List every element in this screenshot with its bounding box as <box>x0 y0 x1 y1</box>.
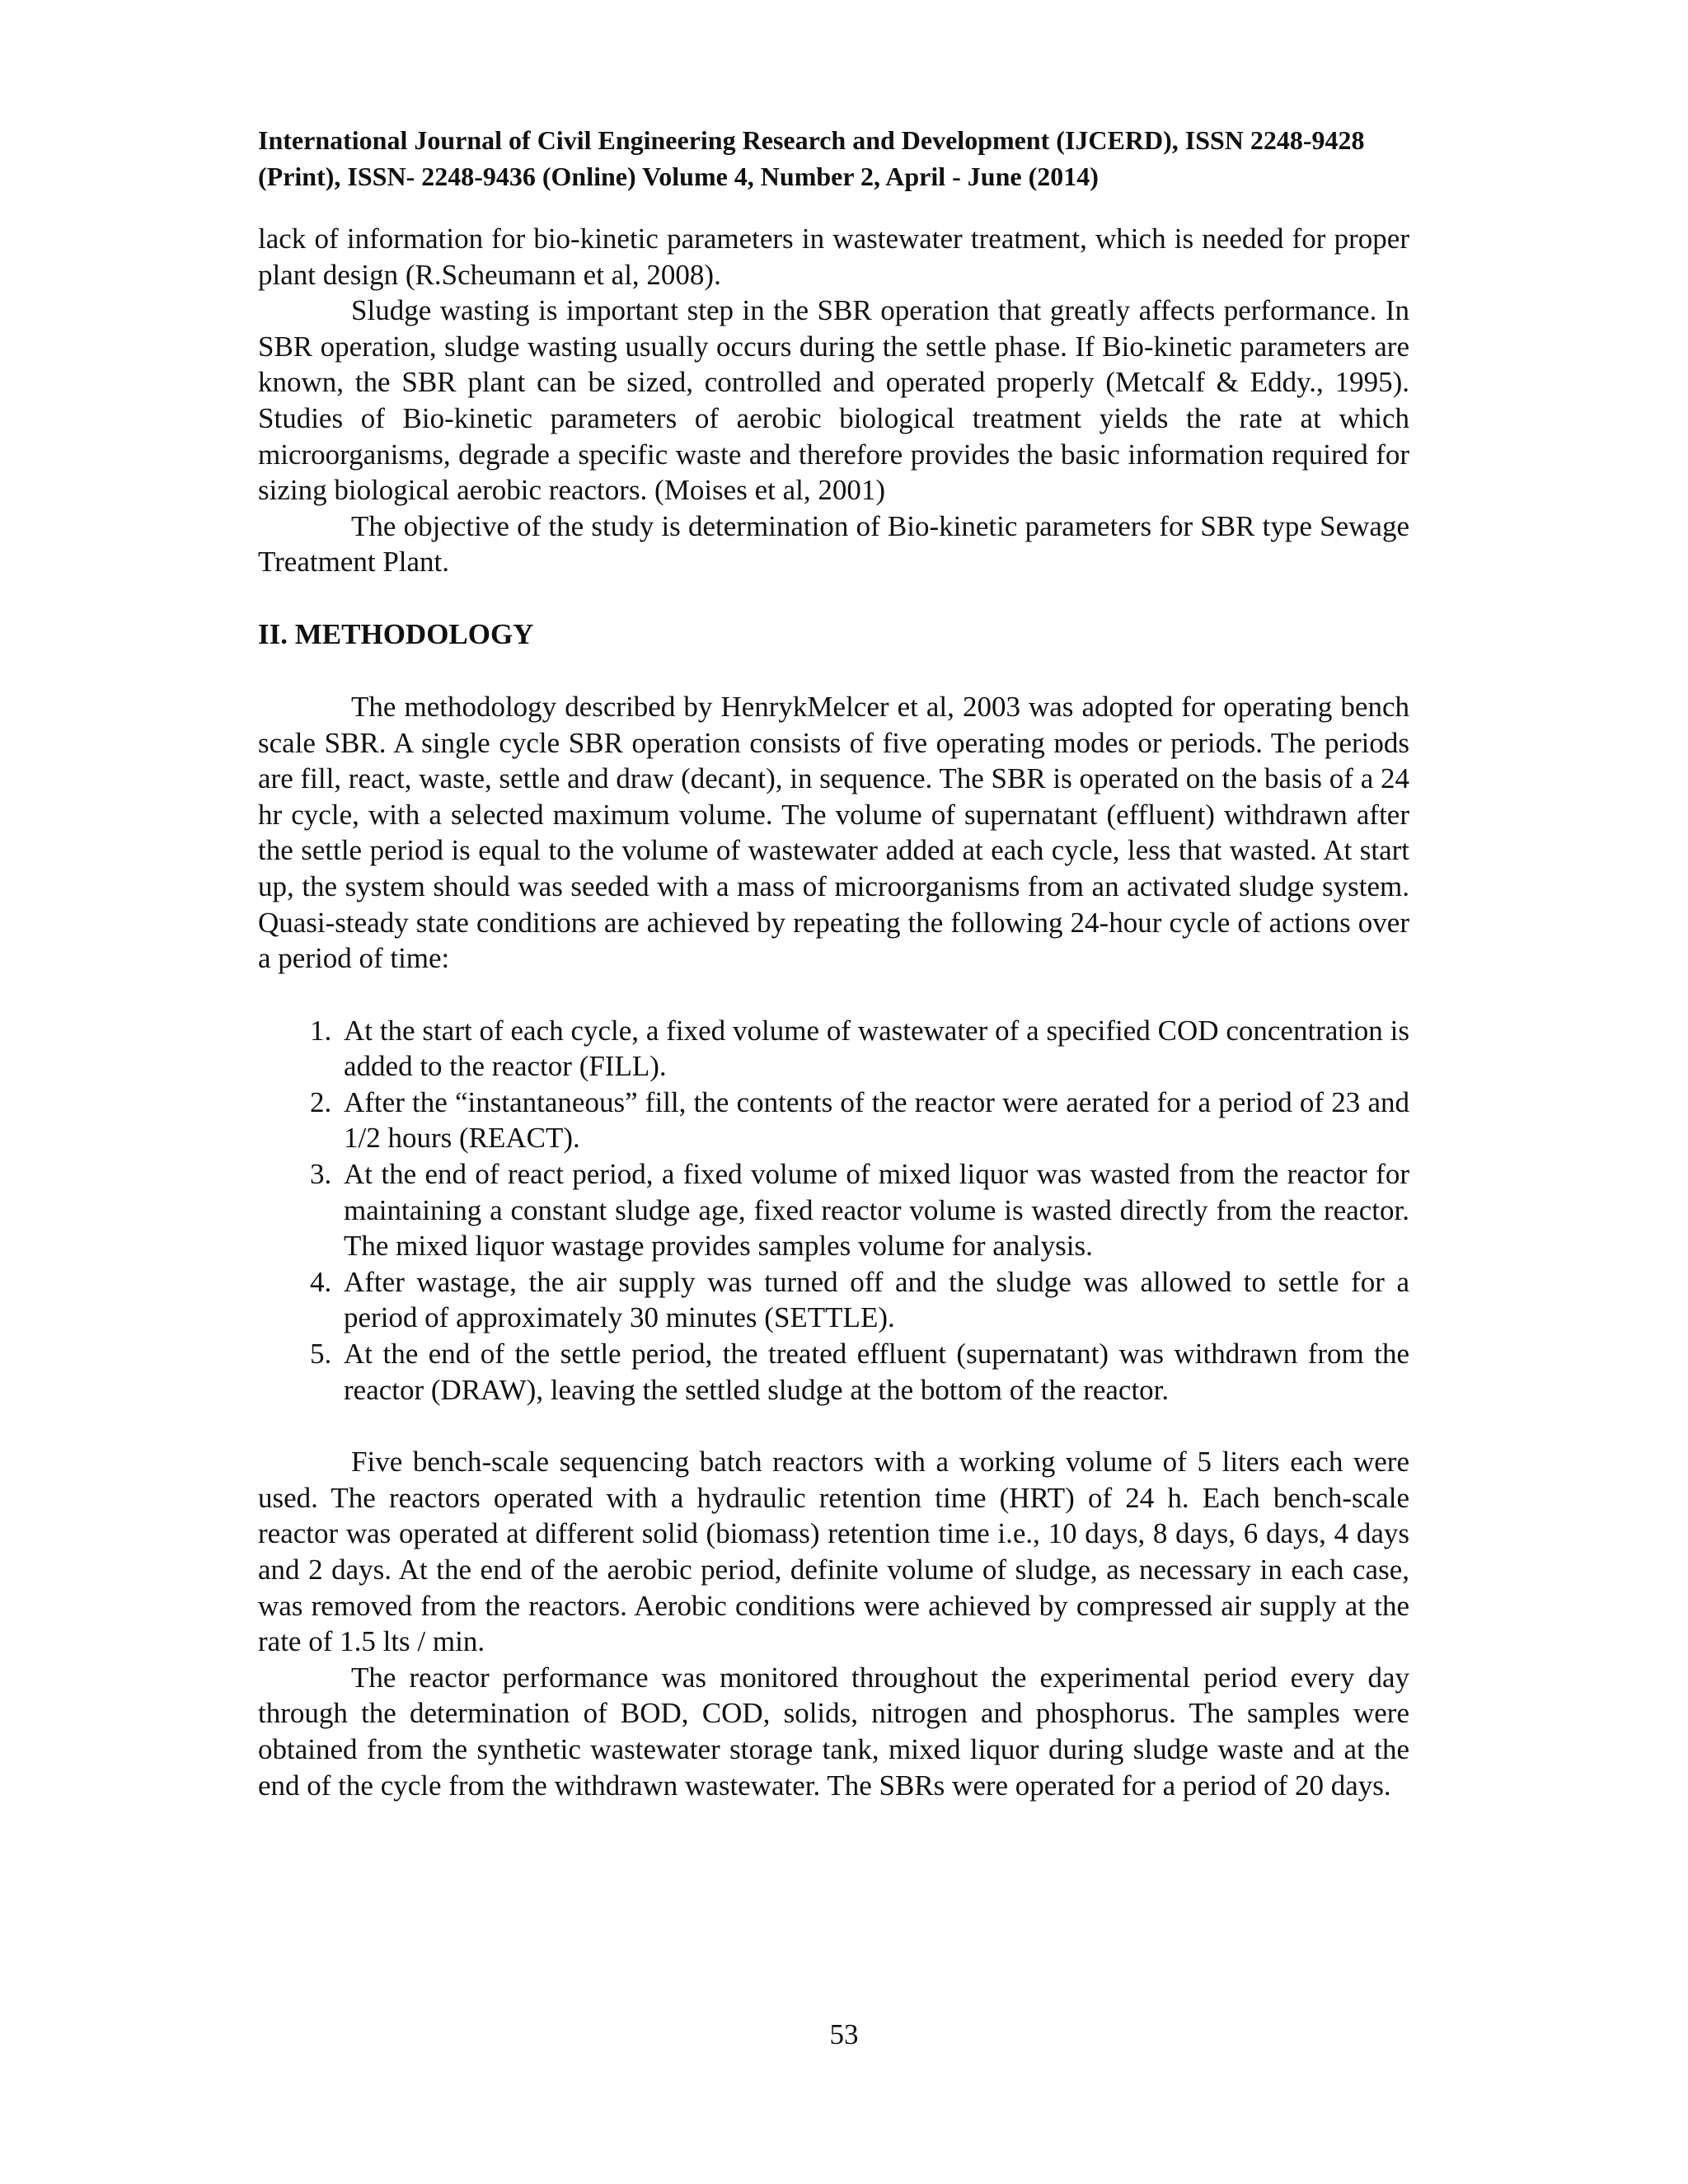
objective-paragraph: The objective of the study is determination of Bio-kinetic parameters for SBR type Sewage Treatment Plant. <box>258 509 1409 579</box>
page-body <box>258 221 1409 1803</box>
methodology-paragraph: The methodology described by HenrykMelcer et al, 2003 was adopted for operating bench scale SBR. A single cycle SBR operation consists of five operating modes or periods. The periods are fill, react, waste, settle and draw (decant), in sequence. The SBR is operated on the basis of a 24 hr cycle, with a selected maximum volume. The volume of supernatant (effluent) withdrawn after the settle period is equal to the volume of wastewater added at each cycle, less that wasted. At start up, the system should was seeded with a mass of microorganisms from an activated sludge system. Quasi-steady state conditions are achieved by repeating the following 24-hour cycle of actions over a period of time: <box>258 690 1409 975</box>
performance-paragraph: The reactor performance was monitored throughout the experimental period every day through the determination of BOD, COD, solids, nitrogen and phosphorus. The samples were obtained from the synthetic wastewater storage tank, mixed liquor during sludge waste and at the end of the cycle from the withdrawn wastewater. The SBRs were operated for a period of 20 days. <box>258 1661 1409 1802</box>
cycle-steps-list <box>258 1013 1409 1408</box>
page-number: 53 <box>829 2018 859 2050</box>
list-item: 3. At the end of react period, a fixed volume of mixed liquor was wasted from the reactor for maintaining a constant sludge age, fixed reactor volume is wasted directly from the reactor. The mixed liquor wastage provides samples volume for analysis. <box>339 1156 1409 1264</box>
journal-header: International Journal of Civil Engineering Research and Development (IJCERD), ISSN 2248-9428 (Print), ISSN- 2248-9436 (Online) Volume 4, Number 2, April - June (2014) <box>258 125 1365 191</box>
list-item: 4. After wastage, the air supply was turned off and the sludge was allowed to settle for a period of approximately 30 minutes (SETTLE). <box>339 1264 1409 1336</box>
list-item: 2. After the “instantaneous” fill, the contents of the reactor were aerated for a period of 23 and 1/2 hours (REACT). <box>339 1085 1409 1156</box>
list-item: 1. At the start of each cycle, a fixed volume of wastewater of a specified COD concentration is added to the reactor (FILL). <box>339 1013 1409 1085</box>
intro-paragraph-continued: lack of information for bio-kinetic parameters in wastewater treatment, which is needed for proper plant design (R.Scheumann et al, 2008). <box>258 223 1409 291</box>
sludge-wasting-paragraph: Sludge wasting is important step in the SBR operation that greatly affects performance. In SBR operation, sludge wasting usually occurs during the settle phase. If Bio-kinetic parameters are known, the SBR plant can be sized, controlled and operated properly (Metcalf & Eddy., 1995). Studies of Bio-kinetic parameters of aerobic biological treatment yields the rate at which microorganisms, degrade a specific waste and therefore provides the basic information required for sizing biological aerobic reactors. (Moises et al, 2001) <box>258 294 1409 507</box>
reactors-paragraph: Five bench-scale sequencing batch reactors with a working volume of 5 liters each were used. The reactors operated with a hydraulic retention time (HRT) of 24 h. Each bench-scale reactor was operated at different solid (biomass) retention time i.e., 10 days, 8 days, 6 days, 4 days and 2 days. At the end of the aerobic period, definite volume of sludge, as necessary in each case, was removed from the reactors. Aerobic conditions were achieved by compressed air supply at the rate of 1.5 lts / min. <box>258 1446 1409 1658</box>
list-item: 5. At the end of the settle period, the treated effluent (supernatant) was withdrawn from the reactor (DRAW), leaving the settled sludge at the bottom of the reactor. <box>339 1336 1409 1408</box>
section-heading-methodology: II. METHODOLOGY <box>258 617 534 650</box>
